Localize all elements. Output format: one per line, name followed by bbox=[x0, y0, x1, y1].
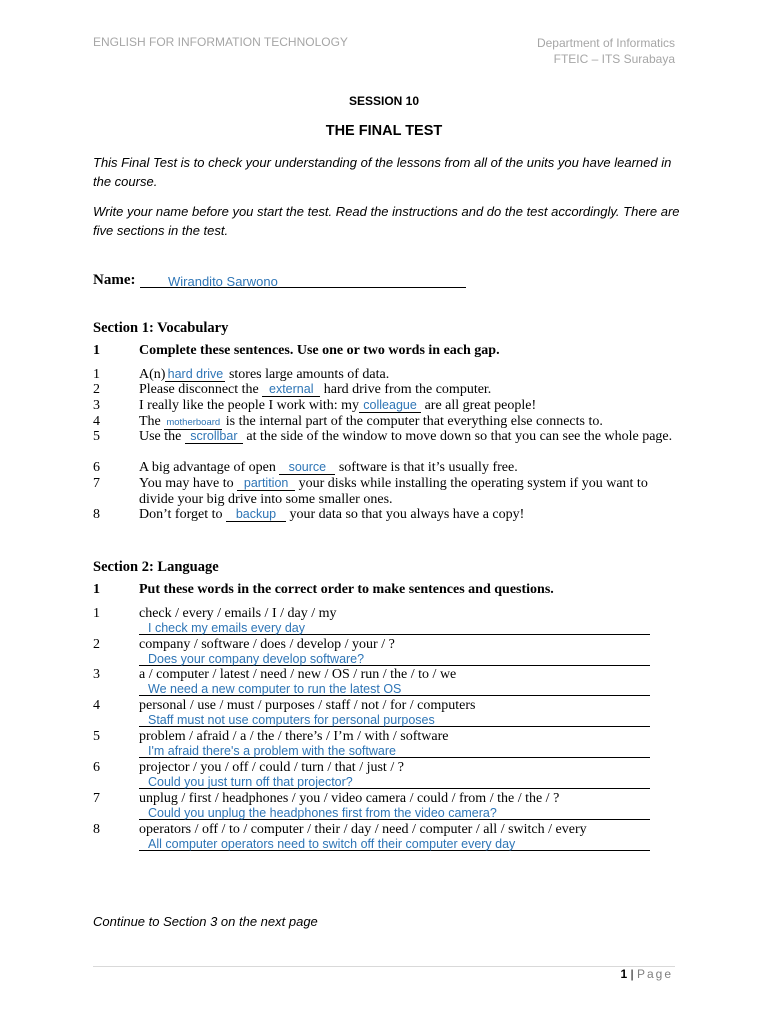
header-faculty: FTEIC – ITS Surabaya bbox=[553, 52, 675, 66]
section-1-instruction: Complete these sentences. Use one or two words in each gap. bbox=[139, 343, 500, 358]
name-label: Name: bbox=[93, 272, 136, 288]
question-text-after: your data so that you always have a copy! bbox=[285, 507, 525, 522]
answer-field[interactable]: I check my emails every day bbox=[148, 621, 305, 635]
section-2-question-number: 4 bbox=[93, 698, 100, 713]
section-1-question bbox=[139, 414, 679, 430]
answer-blank[interactable]: scrollbar bbox=[185, 430, 243, 444]
page-separator: | bbox=[630, 967, 634, 981]
section-2-prompt: check / every / emails / I / day / my bbox=[139, 606, 337, 621]
question-text-after: software is that it’s usually free. bbox=[335, 460, 518, 475]
section-2-question-number: 6 bbox=[93, 760, 100, 775]
question-text-before: The bbox=[139, 414, 165, 429]
section-1-question-number: 2 bbox=[93, 382, 100, 397]
section-2-question-number: 3 bbox=[93, 667, 100, 682]
section-2-prompt: personal / use / must / purposes / staff / not / for / computers bbox=[139, 698, 476, 713]
section-1-instruction-number: 1 bbox=[93, 343, 100, 358]
answer-blank[interactable]: motherboard bbox=[164, 416, 222, 430]
section-1-question bbox=[139, 382, 679, 398]
question-text-after: hard drive from the computer. bbox=[320, 382, 492, 397]
section-2-prompt: company / software / does / develop / your / ? bbox=[139, 637, 395, 652]
page-number: 1 bbox=[620, 967, 628, 981]
question-text-before: Please disconnect the bbox=[139, 382, 263, 397]
page-word: Page bbox=[636, 967, 673, 981]
section-1-question-number: 1 bbox=[93, 367, 100, 382]
section-1-question bbox=[139, 398, 679, 414]
answer-blank[interactable]: hard drive bbox=[165, 368, 225, 382]
question-text-after: your disks while installing the operating system if you want to divide your big drive into some smaller ones. bbox=[139, 476, 648, 507]
question-text-after: are all great people! bbox=[421, 398, 537, 413]
section-2-title: Section 2: Language bbox=[93, 559, 219, 575]
answer-field[interactable]: Does your company develop software? bbox=[148, 652, 365, 666]
question-text-before: I really like the people I work with: my bbox=[139, 398, 360, 413]
section-1-question bbox=[139, 429, 679, 445]
section-1-question-number: 3 bbox=[93, 398, 100, 413]
section-1-question-number: 8 bbox=[93, 507, 100, 522]
name-field[interactable]: Wirandito Sarwono bbox=[168, 274, 278, 289]
section-1-question-number: 6 bbox=[93, 460, 100, 475]
section-2-prompt: problem / afraid / a / the / there’s / I’m / with / software bbox=[139, 729, 449, 744]
answer-blank[interactable]: source bbox=[279, 461, 335, 475]
question-text-before: A(n) bbox=[139, 367, 166, 382]
section-1-question-number: 5 bbox=[93, 429, 100, 444]
section-2-question-number: 1 bbox=[93, 606, 100, 621]
section-2-instruction-number: 1 bbox=[93, 582, 100, 597]
answer-blank[interactable]: colleague bbox=[359, 399, 421, 413]
section-1-title: Section 1: Vocabulary bbox=[93, 320, 229, 336]
answer-field[interactable]: All computer operators need to switch off their computer every day bbox=[148, 837, 516, 851]
answer-field[interactable]: I'm afraid there's a problem with the software bbox=[148, 744, 396, 758]
answer-field[interactable]: Staff must not use computers for personal purposes bbox=[148, 713, 435, 727]
question-text-after: stores large amounts of data. bbox=[225, 367, 390, 382]
section-1-question-number: 4 bbox=[93, 414, 100, 429]
section-1-question bbox=[139, 367, 679, 383]
question-text-before: Use the bbox=[139, 429, 185, 444]
question-text-before: Don’t forget to bbox=[139, 507, 226, 522]
section-2-question-number: 7 bbox=[93, 791, 100, 806]
question-text-before: A big advantage of open bbox=[139, 460, 280, 475]
intro-paragraph-1: This Final Test is to check your understanding of the lessons from all of the units you have learned in the course. bbox=[93, 155, 672, 189]
section-1-question bbox=[139, 476, 679, 507]
question-text-after: at the side of the window to move down so that you can see the whole page. bbox=[242, 429, 673, 444]
section-1-question-number: 7 bbox=[93, 476, 100, 491]
page-title: THE FINAL TEST bbox=[325, 123, 443, 139]
continue-note: Continue to Section 3 on the next page bbox=[93, 914, 318, 929]
section-2-question-number: 2 bbox=[93, 637, 100, 652]
answer-blank[interactable]: partition bbox=[237, 477, 295, 491]
question-text-before: You may have to bbox=[139, 476, 238, 491]
section-2-instruction: Put these words in the correct order to make sentences and questions. bbox=[139, 582, 554, 597]
session-label: SESSION 10 bbox=[348, 94, 420, 108]
section-2-prompt: unplug / first / headphones / you / video camera / could / from / the / the / ? bbox=[139, 791, 560, 806]
answer-blank[interactable]: backup bbox=[226, 508, 286, 522]
answer-field[interactable]: Could you just turn off that projector? bbox=[148, 775, 353, 789]
section-2-question-number: 5 bbox=[93, 729, 100, 744]
question-text-after: is the internal part of the computer that everything else connects to. bbox=[222, 414, 603, 429]
section-1-question bbox=[139, 460, 679, 476]
section-2-prompt: operators / off / to / computer / their / day / need / computer / all / switch / every bbox=[139, 822, 587, 837]
section-2-question-number: 8 bbox=[93, 822, 100, 837]
answer-field[interactable]: We need a new computer to run the latest OS bbox=[148, 682, 402, 696]
section-2-prompt: projector / you / off / could / turn / that / just / ? bbox=[139, 760, 404, 775]
header-department-name: Department of Informatics bbox=[536, 36, 675, 50]
section-2-prompt: a / computer / latest / need / new / OS / run / the / to / we bbox=[139, 667, 457, 682]
header-course-title: ENGLISH FOR INFORMATION TECHNOLOGY bbox=[93, 35, 348, 49]
footer-divider bbox=[93, 966, 675, 967]
intro-paragraph-2: Write your name before you start the test. Read the instructions and do the test accordingly. There are five sections in the test. bbox=[93, 204, 680, 238]
answer-field[interactable]: Could you unplug the headphones first from the video camera? bbox=[148, 806, 497, 820]
header-department bbox=[537, 35, 675, 67]
answer-blank[interactable]: external bbox=[262, 383, 320, 397]
section-1-question bbox=[139, 507, 679, 523]
page-footer bbox=[620, 967, 673, 981]
